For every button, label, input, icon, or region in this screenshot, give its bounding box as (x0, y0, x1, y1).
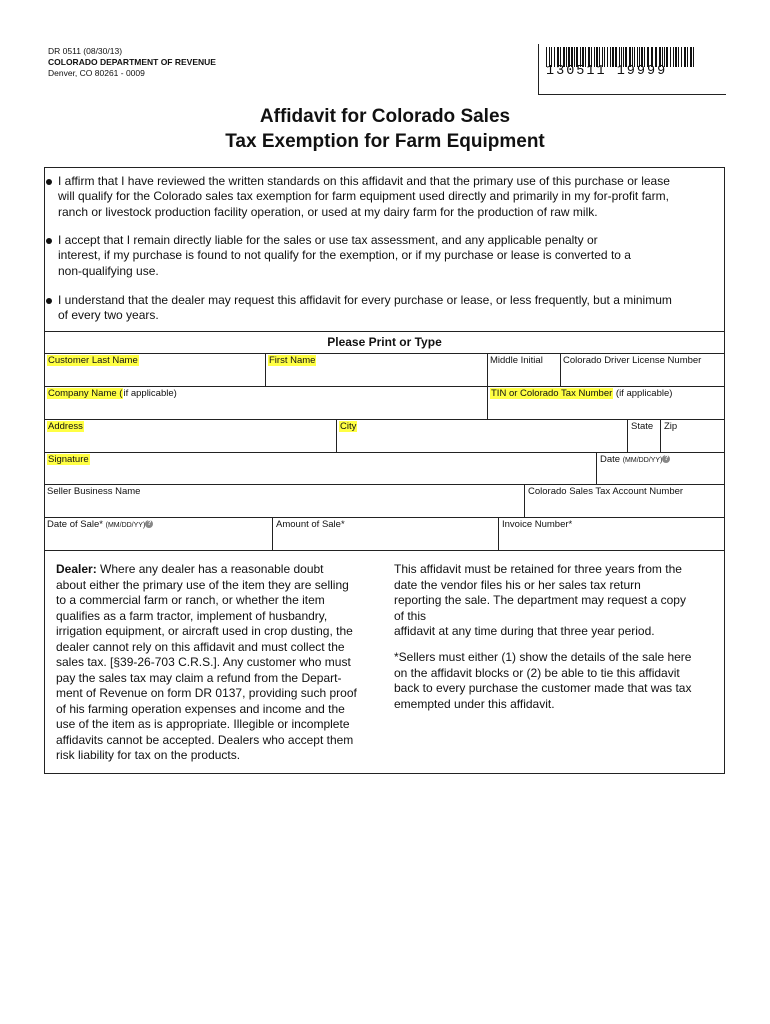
zip-label: Zip (664, 421, 678, 432)
customer-last-name-field[interactable] (47, 355, 139, 366)
dealer-notice-line: risk liability for tax on the products. (56, 748, 241, 762)
help-icon[interactable]: ? (664, 455, 669, 463)
tin-field[interactable] (490, 388, 672, 399)
seller-business-name-field[interactable] (47, 486, 140, 497)
divider (498, 517, 499, 550)
bullet-icon (46, 298, 52, 304)
divider (660, 419, 661, 452)
dealer-notice-line: sales tax. [§39-26-703 C.R.S.]. Any customer who must (56, 655, 351, 669)
statement-line: I understand that the dealer may request this affidavit for every purchase or lease, or less frequently, but a minimum (58, 293, 672, 307)
city-label: City (340, 421, 357, 432)
signature-field[interactable] (47, 454, 90, 465)
statement-line: I affirm that I have reviewed the written standards on this affidavit and that the primary use of this purchase or lease (58, 174, 670, 188)
divider (272, 517, 273, 550)
statement-line: non-qualifying use. (58, 263, 159, 278)
invoice-number-field[interactable] (502, 519, 572, 530)
divider (44, 353, 725, 354)
seller-business-name-label: Seller Business Name (47, 486, 141, 497)
help-icon[interactable]: ? (147, 520, 152, 528)
statement-line: ranch or livestock production facility operation, or used at my dairy farm for the production of raw milk. (58, 204, 598, 219)
retention-notice (394, 562, 686, 640)
dealer-notice-line: dealer cannot rely on this affidavit and must collect the (56, 639, 345, 654)
department-name: COLORADO DEPARTMENT OF REVENUE (48, 57, 216, 67)
seller-notice-line: back to every purchase the customer made that was tax (394, 681, 692, 695)
drivers-license-label: Colorado Driver License Number (563, 355, 702, 366)
address-label: Address (48, 421, 83, 432)
divider (627, 419, 628, 452)
dealer-notice-line: use of the item as is appropriate. Illegible or incomplete (56, 717, 350, 731)
zip-field[interactable] (664, 421, 677, 432)
middle-initial-field[interactable] (490, 355, 543, 366)
dealer-notice-label: Dealer: (56, 562, 97, 576)
divider (44, 484, 725, 485)
dealer-notice-line: of his farming operation expenses and income and the (56, 701, 345, 716)
retention-notice-line: reporting the sale. The department may request a copy (394, 593, 686, 607)
tin-suffix: (if applicable) (613, 388, 673, 399)
department-address: Denver, CO 80261 - 0009 (48, 68, 145, 78)
seller-notice-line: emempted under this affidavit. (394, 696, 555, 711)
divider (487, 353, 488, 386)
divider (336, 419, 337, 452)
divider (44, 452, 725, 453)
city-field[interactable] (339, 421, 357, 432)
seller-notice-line: on the affidavit blocks or (2) be able to tie this affidavit (394, 665, 680, 680)
divider (44, 517, 725, 518)
retention-notice-line: This affidavit must be retained for three years from the (394, 562, 682, 576)
company-name-field[interactable] (47, 388, 177, 399)
dealer-notice-line: Where any dealer has a reasonable doubt (96, 562, 324, 576)
page-title-line-2: Tax Exemption for Farm Equipment (225, 131, 545, 152)
statement-line: of every two years. (58, 308, 159, 323)
form-heading: Please Print or Type (327, 335, 442, 349)
middle-initial-label: Middle Initial (490, 355, 543, 366)
divider (44, 331, 725, 332)
divider (44, 386, 725, 387)
signature-label: Signature (48, 454, 89, 465)
date-field[interactable] (600, 454, 670, 466)
divider (44, 550, 725, 551)
retention-notice-line: date the vendor files his or her sales tax return (394, 577, 641, 592)
bullet-icon (46, 238, 52, 244)
address-field[interactable] (47, 421, 84, 432)
company-name-suffix: if applicable) (123, 388, 177, 399)
statement-line: interest, if my purchase is found to not qualify for the exemption, or if my purchase or lease is converted to a (58, 248, 631, 263)
retention-notice-line: affidavit at any time during that three year period. (394, 624, 655, 638)
amount-of-sale-field[interactable] (276, 519, 345, 530)
dealer-notice-line: about either the primary use of the item they are selling (56, 577, 349, 592)
sales-tax-account-field[interactable] (528, 486, 683, 497)
date-label: Date (600, 454, 621, 465)
first-name-field[interactable] (268, 355, 316, 366)
invoice-number-label: Invoice Number* (502, 519, 573, 530)
state-field[interactable] (631, 421, 653, 432)
dealer-notice-line: irrigation equipment, or aircraft used in crop dusting, the (56, 624, 353, 638)
form-id: DR 0511 (08/30/13) (48, 46, 123, 56)
dealer-notice-line: pay the sales tax may claim a refund from the Depart- (56, 670, 342, 685)
dealer-notice-line: affidavits cannot be accepted. Dealers who accept them (56, 732, 354, 747)
statement-line: I accept that I remain directly liable for the sales or use tax assessment, and any applicable penalty or (58, 233, 598, 247)
date-of-sale-label: Date of Sale* (47, 519, 103, 530)
date-format-label: (MM/DD/YY) (622, 457, 663, 464)
dealer-notice-line: ment of Revenue on form DR 0137, providing such proof (56, 686, 357, 700)
drivers-license-field[interactable] (563, 355, 701, 366)
divider (44, 419, 725, 420)
seller-notice-line: *Sellers must either (1) show the details of the sale here (394, 650, 692, 664)
state-label: State (631, 421, 654, 432)
retention-notice-line: of this (394, 608, 427, 623)
divider (560, 353, 561, 386)
date-of-sale-field[interactable] (47, 519, 153, 531)
company-name-label: Company Name ( (48, 388, 123, 399)
dealer-notice-line: qualifies as a farm tractor, implement of husbandry, (56, 608, 328, 623)
divider (524, 484, 525, 517)
seller-notice (394, 650, 691, 712)
statement-line: will qualify for the Colorado sales tax exemption for farm equipment used directly and primarily in my for-profit farm, (58, 189, 669, 204)
divider (265, 353, 266, 386)
divider (487, 386, 488, 419)
date-of-sale-format-label: (MM/DD/YY) (105, 522, 146, 529)
bullet-icon (46, 179, 52, 185)
dealer-notice-line: to a commercial farm or ranch, or whether the item (56, 593, 325, 607)
tin-label: TIN or Colorado Tax Number (491, 388, 613, 399)
sales-tax-account-label: Colorado Sales Tax Account Number (528, 486, 684, 497)
customer-last-name-label: Customer Last Name (48, 355, 138, 366)
dealer-notice (56, 562, 357, 764)
page-title-line-1: Affidavit for Colorado Sales (259, 106, 511, 127)
first-name-label: First Name (269, 355, 316, 366)
amount-of-sale-label: Amount of Sale* (276, 519, 345, 530)
barcode-number: 130511 19999 (546, 64, 668, 79)
divider (596, 452, 597, 484)
